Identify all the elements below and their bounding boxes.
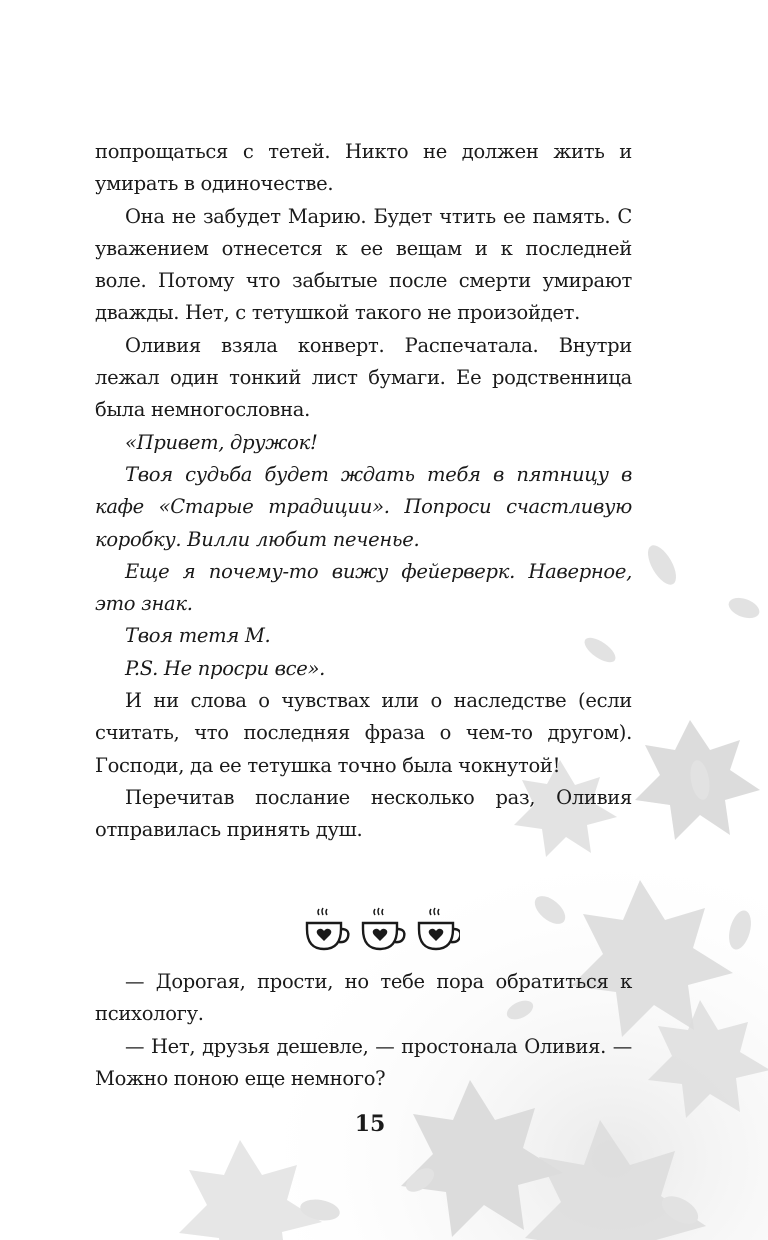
paragraph: Перечитав послание несколько раз, Оливия отправилась принять душ. — [95, 785, 632, 842]
dialogue-line: — Нет, друзья дешевле, — простонала Оливия. — Можно поною еще немного? — [95, 1034, 632, 1090]
coffee-cup-heart-icon — [419, 908, 460, 949]
coffee-cup-heart-icon — [307, 908, 348, 949]
letter-paragraph: Еще я почему-то вижу фейерверк. Наверное, это знак. — [95, 559, 632, 616]
leaf-icon — [642, 541, 681, 589]
letter-signature: Твоя тетя М. — [125, 624, 271, 648]
letter-postscript: P.S. Не просри все». — [125, 656, 326, 680]
main-text — [95, 136, 632, 847]
leaf-icon — [726, 594, 762, 622]
page-number: 15 — [354, 1111, 386, 1137]
paragraph: Оливия взяла конверт. Распечатала. Внутри лежал один тонкий лист бумаги. Ее родственница была немногословна. — [95, 333, 632, 422]
dialogue-text — [95, 966, 632, 1095]
paragraph: И ни слова о чувствах или о наследстве (если считать, что последняя фраза о чем-то другом). Господи, да ее тетушка точно была чокнутой! — [95, 689, 632, 777]
coffee-cup-heart-icon — [363, 908, 404, 949]
letter-greeting: «Привет, дружок! — [125, 430, 318, 454]
letter-paragraph: Твоя судьба будет ждать тебя в пятницу в кафе «Старые традиции». Попроси счастливую коробку. Вилли любит печенье. — [95, 462, 632, 551]
section-divider — [300, 905, 460, 955]
dialogue-line: — Дорогая, прости, но тебе пора обратиться к психологу. — [95, 970, 632, 1026]
paragraph: Она не забудет Марию. Будет чтить ее память. С уважением отнесется к ее вещам и к последней воле. Потому что забытые после смерти умирают дважды. Нет, с тетушкой такого не произойдет. — [95, 204, 632, 325]
paragraph: попрощаться с тетей. Никто не должен жить и умирать в одиночестве. — [95, 140, 632, 196]
